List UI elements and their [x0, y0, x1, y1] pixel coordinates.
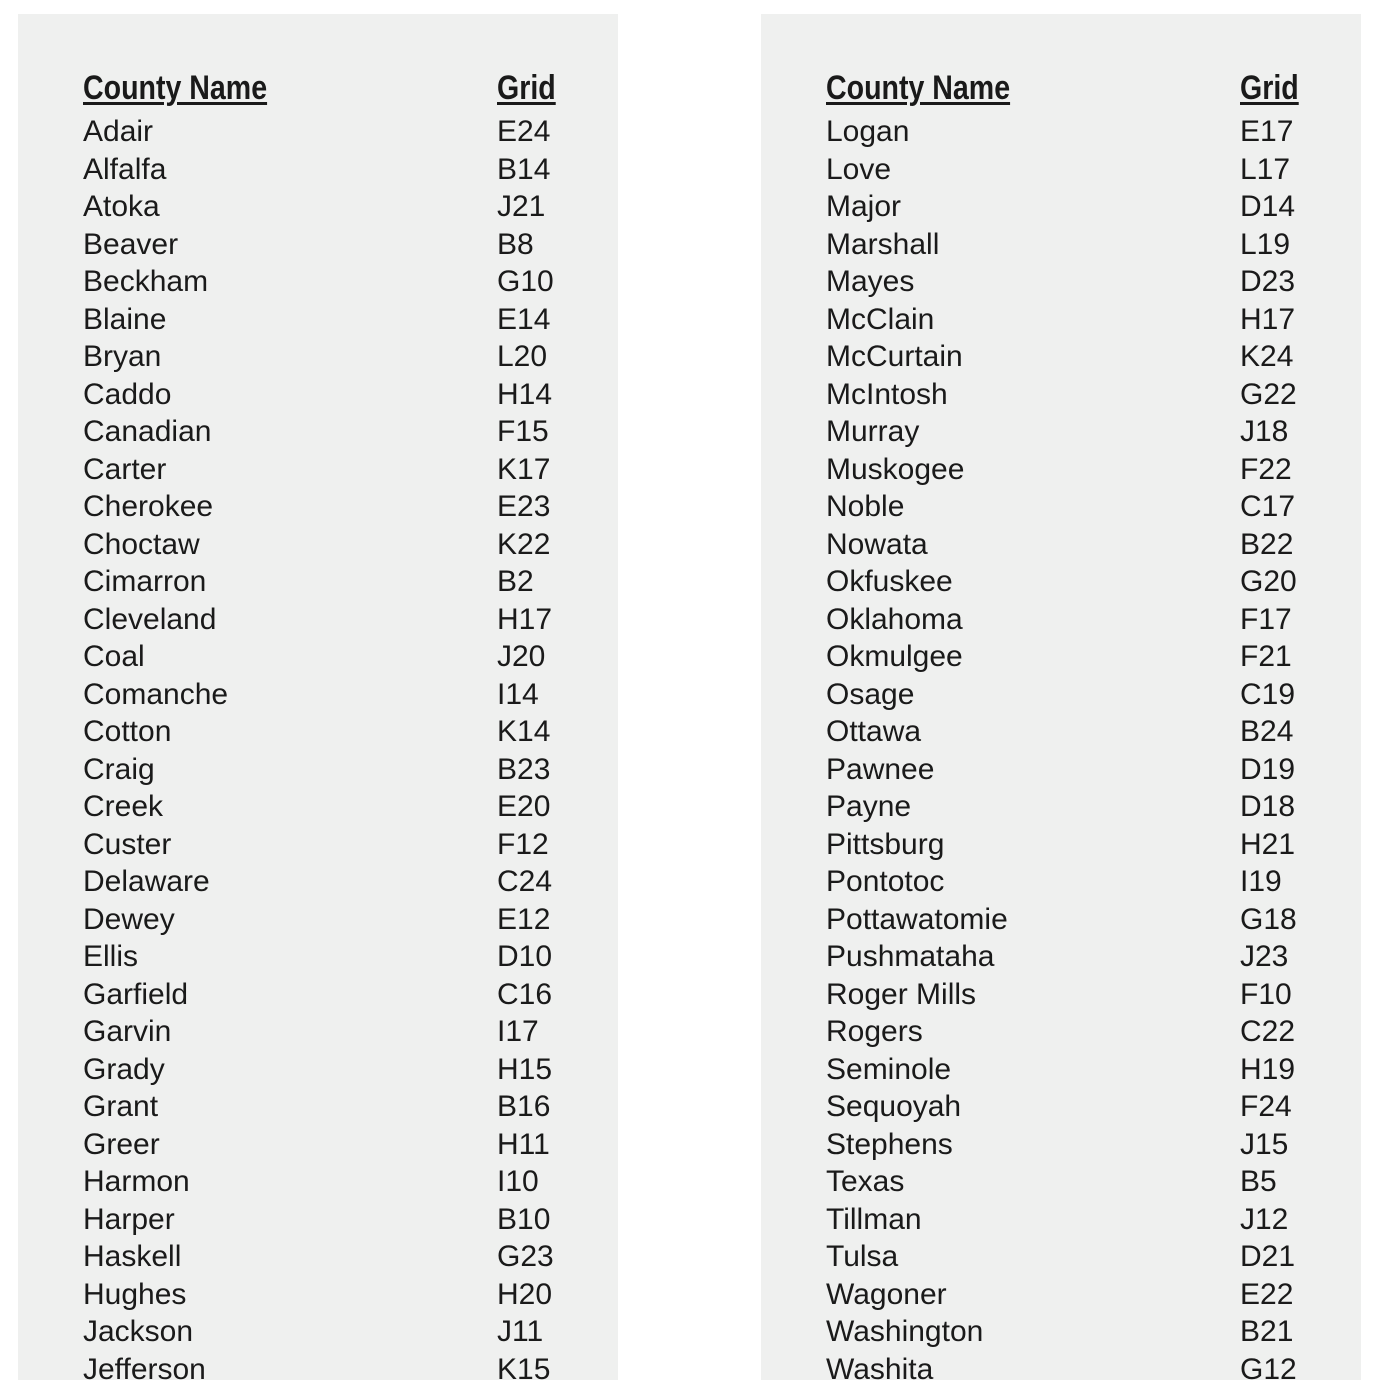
county-table-left — [18, 14, 618, 1386]
grid-reference: H17 — [497, 602, 553, 636]
grid-reference: D21 — [1240, 1240, 1296, 1273]
grid-reference: F24 — [1240, 1090, 1292, 1123]
county-name: Greer — [83, 1127, 160, 1161]
table-row — [18, 1312, 618, 1350]
county-name: Marshall — [826, 227, 940, 261]
grid-reference: E12 — [497, 902, 551, 936]
county-list — [761, 112, 1361, 1387]
table-row — [18, 450, 618, 488]
table-row — [18, 637, 618, 675]
county-name: Coal — [83, 640, 145, 673]
table-row — [18, 825, 618, 863]
county-name: Atoka — [83, 190, 160, 223]
table-row — [18, 862, 618, 900]
county-name: Ottawa — [826, 715, 922, 748]
county-name: Adair — [83, 115, 154, 148]
county-name: Beaver — [83, 227, 179, 261]
table-row — [18, 675, 618, 713]
county-name: Harper — [83, 1202, 175, 1236]
county-name: Jefferson — [83, 1352, 206, 1386]
county-name: Muskogee — [826, 452, 965, 486]
grid-reference: F17 — [1240, 602, 1292, 636]
county-name: McClain — [826, 302, 935, 336]
table-row — [761, 300, 1361, 338]
table-row — [18, 262, 618, 300]
table-row — [761, 975, 1361, 1013]
grid-reference: F10 — [1240, 977, 1292, 1011]
column-header-county-name: County Name — [83, 69, 268, 107]
table-row — [761, 862, 1361, 900]
county-name: Murray — [826, 415, 920, 448]
grid-reference: K22 — [497, 527, 551, 561]
county-name: Noble — [826, 490, 905, 523]
table-row — [18, 412, 618, 450]
county-name: Ellis — [83, 940, 139, 973]
county-name: Washita — [826, 1352, 934, 1386]
county-name: Okmulgee — [826, 640, 963, 673]
county-name: Bryan — [83, 340, 162, 373]
grid-reference: H11 — [497, 1127, 550, 1161]
grid-reference: B24 — [1240, 715, 1294, 748]
grid-reference: F21 — [1240, 640, 1292, 673]
grid-reference: F12 — [497, 827, 549, 861]
table-row — [18, 900, 618, 938]
county-name: Cimarron — [83, 565, 207, 598]
grid-reference: B22 — [1240, 527, 1294, 561]
county-name: Pottawatomie — [826, 902, 1008, 936]
grid-reference: L17 — [1240, 152, 1291, 186]
table-row — [18, 937, 618, 975]
table-row — [18, 525, 618, 563]
county-name: Cleveland — [83, 602, 217, 636]
table-row — [18, 300, 618, 338]
grid-reference: J23 — [1240, 940, 1289, 973]
table-row — [761, 1200, 1361, 1238]
county-name: Rogers — [826, 1015, 923, 1048]
county-name: Carter — [83, 452, 167, 486]
county-name: Canadian — [83, 415, 212, 448]
county-name: Creek — [83, 790, 164, 823]
county-name: Roger Mills — [826, 977, 977, 1011]
grid-reference: K24 — [1240, 340, 1294, 373]
table-row — [761, 750, 1361, 788]
grid-reference: H21 — [1240, 827, 1296, 861]
grid-reference: J18 — [1240, 415, 1289, 448]
table-row — [18, 487, 618, 525]
county-name: Hughes — [83, 1277, 187, 1311]
county-name: Comanche — [83, 677, 229, 711]
county-name: Craig — [83, 752, 155, 786]
table-row — [18, 150, 618, 188]
grid-reference: G22 — [1240, 377, 1297, 411]
grid-reference: C16 — [497, 977, 553, 1011]
county-table-right — [761, 14, 1361, 1386]
county-name: Custer — [83, 827, 172, 861]
table-row — [18, 1162, 618, 1200]
county-name: Blaine — [83, 302, 167, 336]
grid-reference: F22 — [1240, 452, 1292, 486]
grid-reference: B10 — [497, 1202, 551, 1236]
grid-reference: H17 — [1240, 302, 1296, 336]
table-row — [761, 937, 1361, 975]
county-name: Okfuskee — [826, 565, 953, 598]
table-row — [761, 1125, 1361, 1163]
grid-reference: B5 — [1240, 1165, 1277, 1198]
table-row — [761, 562, 1361, 600]
grid-reference: D19 — [1240, 752, 1296, 786]
grid-reference: E24 — [497, 115, 551, 148]
grid-reference: B23 — [497, 752, 551, 786]
county-name: Pittsburg — [826, 827, 945, 861]
table-row — [18, 225, 618, 263]
table-row — [761, 712, 1361, 750]
table-row — [18, 375, 618, 413]
table-row — [18, 337, 618, 375]
grid-reference: J15 — [1240, 1127, 1289, 1161]
grid-reference: C24 — [497, 865, 553, 898]
grid-reference: G10 — [497, 265, 554, 298]
county-name: Grant — [83, 1090, 159, 1123]
grid-reference: J12 — [1240, 1202, 1289, 1236]
county-name: McCurtain — [826, 340, 963, 373]
table-row — [761, 450, 1361, 488]
table-row — [761, 900, 1361, 938]
grid-reference: D23 — [1240, 265, 1296, 298]
county-name: Grady — [83, 1052, 165, 1086]
county-name: Pawnee — [826, 752, 935, 786]
county-name: Major — [826, 190, 902, 223]
table-row — [761, 337, 1361, 375]
county-name: Garvin — [83, 1015, 172, 1048]
grid-reference: C19 — [1240, 677, 1296, 711]
grid-reference: E17 — [1240, 115, 1294, 148]
table-row — [18, 712, 618, 750]
county-name: Choctaw — [83, 527, 200, 561]
table-row — [761, 675, 1361, 713]
county-name: Haskell — [83, 1240, 182, 1273]
county-name: Logan — [826, 115, 910, 148]
table-row — [761, 1350, 1361, 1388]
grid-reference: H20 — [497, 1277, 553, 1311]
table-row — [18, 975, 618, 1013]
grid-reference: I10 — [497, 1165, 539, 1198]
table-row — [18, 750, 618, 788]
column-header-grid: Grid — [1240, 69, 1299, 107]
table-row — [761, 112, 1361, 150]
grid-reference: K14 — [497, 715, 551, 748]
grid-reference: D14 — [1240, 190, 1296, 223]
grid-reference: E23 — [497, 490, 551, 523]
county-name: Nowata — [826, 527, 928, 561]
table-row — [18, 1275, 618, 1313]
table-row — [18, 600, 618, 638]
grid-reference: C17 — [1240, 490, 1296, 523]
grid-reference: D18 — [1240, 790, 1296, 823]
grid-reference: G23 — [497, 1240, 554, 1273]
county-name: Delaware — [83, 865, 210, 898]
table-row — [18, 562, 618, 600]
grid-reference: K17 — [497, 452, 551, 486]
table-row — [761, 262, 1361, 300]
table-row — [761, 487, 1361, 525]
grid-reference: L20 — [497, 340, 548, 373]
table-row — [18, 112, 618, 150]
table-row — [761, 1275, 1361, 1313]
grid-reference: E14 — [497, 302, 551, 336]
county-name: Cherokee — [83, 490, 214, 523]
county-name: Alfalfa — [83, 152, 167, 186]
table-row — [18, 787, 618, 825]
grid-reference: H19 — [1240, 1052, 1296, 1086]
grid-reference: I17 — [497, 1015, 539, 1048]
table-row — [761, 225, 1361, 263]
grid-reference: L19 — [1240, 227, 1291, 261]
grid-reference: C22 — [1240, 1015, 1296, 1048]
county-name: Tulsa — [826, 1240, 899, 1273]
table-row — [18, 1125, 618, 1163]
grid-reference: E22 — [1240, 1277, 1294, 1311]
table-row — [761, 375, 1361, 413]
grid-reference: D10 — [497, 940, 553, 973]
table-row — [761, 637, 1361, 675]
county-name: Wagoner — [826, 1277, 947, 1311]
table-row — [761, 150, 1361, 188]
table-row — [761, 412, 1361, 450]
grid-reference: H14 — [497, 377, 553, 411]
county-name: Garfield — [83, 977, 189, 1011]
grid-reference: J20 — [497, 640, 546, 673]
grid-reference: I19 — [1240, 865, 1282, 898]
county-name: Payne — [826, 790, 912, 823]
grid-reference: H15 — [497, 1052, 553, 1086]
county-name: Dewey — [83, 902, 175, 936]
county-name: Cotton — [83, 715, 172, 748]
grid-reference: B16 — [497, 1090, 551, 1123]
county-name: Oklahoma — [826, 602, 963, 636]
table-row — [761, 787, 1361, 825]
table-row — [761, 1162, 1361, 1200]
grid-reference: B14 — [497, 152, 551, 186]
county-name: Jackson — [83, 1315, 194, 1348]
table-row — [18, 1200, 618, 1238]
grid-reference: E20 — [497, 790, 551, 823]
county-name: Caddo — [83, 377, 172, 411]
column-header-county-name: County Name — [826, 69, 1011, 107]
table-row — [18, 1050, 618, 1088]
grid-reference: B21 — [1240, 1315, 1294, 1348]
county-list — [18, 112, 618, 1387]
grid-reference: B2 — [497, 565, 534, 598]
column-header-grid: Grid — [497, 69, 556, 107]
county-name: Stephens — [826, 1127, 953, 1161]
county-name: Tillman — [826, 1202, 922, 1236]
grid-reference: K15 — [497, 1352, 551, 1386]
table-row — [761, 1087, 1361, 1125]
county-name: McIntosh — [826, 377, 948, 411]
county-name: Sequoyah — [826, 1090, 962, 1123]
table-row — [761, 187, 1361, 225]
table-row — [18, 1350, 618, 1388]
grid-reference: F15 — [497, 415, 549, 448]
grid-reference: I14 — [497, 677, 539, 711]
county-name: Beckham — [83, 265, 209, 298]
county-name: Texas — [826, 1165, 905, 1198]
grid-reference: J21 — [497, 190, 546, 223]
grid-reference: G20 — [1240, 565, 1297, 598]
table-row — [18, 1012, 618, 1050]
county-name: Seminole — [826, 1052, 952, 1086]
table-row — [761, 825, 1361, 863]
table-row — [18, 1087, 618, 1125]
table-row — [18, 1237, 618, 1275]
table-row — [761, 1012, 1361, 1050]
county-name: Washington — [826, 1315, 984, 1348]
county-name: Harmon — [83, 1165, 190, 1198]
county-name: Pontotoc — [826, 865, 945, 898]
county-name: Mayes — [826, 265, 915, 298]
table-row — [761, 1237, 1361, 1275]
table-row — [761, 1050, 1361, 1088]
county-name: Pushmataha — [826, 940, 995, 973]
table-row — [18, 187, 618, 225]
county-name: Love — [826, 152, 892, 186]
table-row — [761, 525, 1361, 563]
grid-reference: G18 — [1240, 902, 1297, 936]
county-name: Osage — [826, 677, 915, 711]
grid-reference: J11 — [497, 1315, 544, 1348]
grid-reference: B8 — [497, 227, 534, 261]
table-row — [761, 1312, 1361, 1350]
table-row — [761, 600, 1361, 638]
grid-reference: G12 — [1240, 1352, 1297, 1386]
